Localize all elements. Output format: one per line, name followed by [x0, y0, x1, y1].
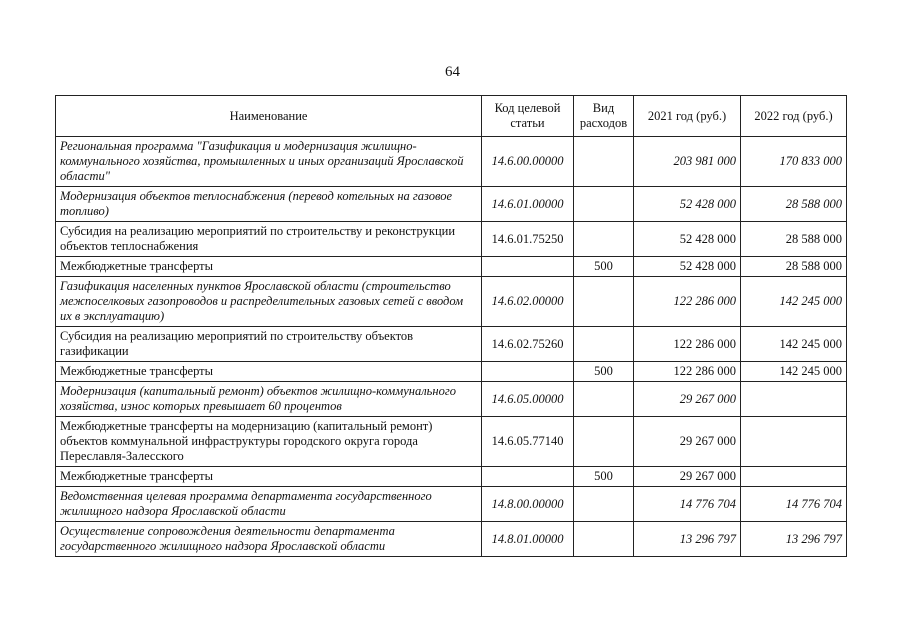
row-code — [482, 467, 574, 487]
row-kind: 500 — [574, 257, 634, 277]
row-kind — [574, 137, 634, 187]
row-amount-2022: 142 245 000 — [741, 362, 847, 382]
row-name: Газификация населенных пунктов Ярославской области (строительство межпоселковых газопроводов и распределительных газовых сетей с вводом их в эксплуатацию) — [56, 277, 482, 327]
row-amount-2022: 28 588 000 — [741, 257, 847, 277]
row-kind — [574, 327, 634, 362]
table-row — [56, 487, 847, 522]
row-amount-2021: 52 428 000 — [634, 257, 741, 277]
header-name: Наименование — [56, 96, 482, 137]
row-code: 14.6.01.00000 — [482, 187, 574, 222]
row-code: 14.6.00.00000 — [482, 137, 574, 187]
row-kind — [574, 277, 634, 327]
row-name: Ведомственная целевая программа департамента государственного жилищного надзора Ярославской области — [56, 487, 482, 522]
row-amount-2022: 14 776 704 — [741, 487, 847, 522]
row-code: 14.8.01.00000 — [482, 522, 574, 557]
page-number: 64 — [445, 64, 460, 80]
row-kind: 500 — [574, 467, 634, 487]
row-name: Субсидия на реализацию мероприятий по строительству объектов газификации — [56, 327, 482, 362]
row-amount-2021: 122 286 000 — [634, 327, 741, 362]
header-code: Код целевой статьи — [482, 96, 574, 137]
table-row — [56, 467, 847, 487]
header-2021: 2021 год (руб.) — [634, 96, 741, 137]
row-name: Региональная программа "Газификация и модернизация жилищно-коммунального хозяйства, промышленных и иных организаций Ярославской области" — [56, 137, 482, 187]
row-name: Модернизация (капитальный ремонт) объектов жилищно-коммунального хозяйства, износ которых превышает 60 процентов — [56, 382, 482, 417]
row-amount-2022: 142 245 000 — [741, 277, 847, 327]
row-amount-2022: 170 833 000 — [741, 137, 847, 187]
row-amount-2022 — [741, 417, 847, 467]
header-2022: 2022 год (руб.) — [741, 96, 847, 137]
row-kind — [574, 222, 634, 257]
row-amount-2021: 29 267 000 — [634, 467, 741, 487]
row-code: 14.6.02.75260 — [482, 327, 574, 362]
row-amount-2021: 29 267 000 — [634, 417, 741, 467]
row-name: Осуществление сопровождения деятельности департамента государственного жилищного надзора Ярославской области — [56, 522, 482, 557]
table-row — [56, 257, 847, 277]
row-amount-2022 — [741, 467, 847, 487]
row-kind — [574, 382, 634, 417]
row-kind — [574, 187, 634, 222]
header-kind: Вид расходов — [574, 96, 634, 137]
table-row — [56, 362, 847, 382]
table-body — [56, 137, 847, 557]
row-code: 14.8.00.00000 — [482, 487, 574, 522]
row-kind: 500 — [574, 362, 634, 382]
table-row — [56, 327, 847, 362]
row-amount-2022: 28 588 000 — [741, 222, 847, 257]
row-amount-2021: 52 428 000 — [634, 222, 741, 257]
table-row — [56, 187, 847, 222]
table-row — [56, 137, 847, 187]
table-row — [56, 382, 847, 417]
row-name: Субсидия на реализацию мероприятий по строительству и реконструкции объектов теплоснабжения — [56, 222, 482, 257]
row-code: 14.6.05.77140 — [482, 417, 574, 467]
row-code: 14.6.01.75250 — [482, 222, 574, 257]
row-name: Межбюджетные трансферты — [56, 362, 482, 382]
row-name: Межбюджетные трансферты — [56, 257, 482, 277]
row-code — [482, 257, 574, 277]
row-amount-2021: 122 286 000 — [634, 362, 741, 382]
table-header-row — [56, 96, 847, 137]
row-code: 14.6.02.00000 — [482, 277, 574, 327]
table-row — [56, 522, 847, 557]
row-amount-2021: 52 428 000 — [634, 187, 741, 222]
row-amount-2021: 122 286 000 — [634, 277, 741, 327]
table-row — [56, 222, 847, 257]
row-amount-2021: 13 296 797 — [634, 522, 741, 557]
row-name: Модернизация объектов теплоснабжения (перевод котельных на газовое топливо) — [56, 187, 482, 222]
row-name: Межбюджетные трансферты — [56, 467, 482, 487]
table-row — [56, 277, 847, 327]
row-kind — [574, 522, 634, 557]
row-code: 14.6.05.00000 — [482, 382, 574, 417]
row-amount-2021: 29 267 000 — [634, 382, 741, 417]
row-amount-2021: 14 776 704 — [634, 487, 741, 522]
row-amount-2021: 203 981 000 — [634, 137, 741, 187]
row-kind — [574, 417, 634, 467]
row-amount-2022: 142 245 000 — [741, 327, 847, 362]
row-amount-2022 — [741, 382, 847, 417]
row-code — [482, 362, 574, 382]
budget-table — [55, 95, 847, 557]
row-name: Межбюджетные трансферты на модернизацию (капитальный ремонт) объектов коммунальной инфраструктуры городского округа города Переславля-Залесского — [56, 417, 482, 467]
row-amount-2022: 28 588 000 — [741, 187, 847, 222]
row-kind — [574, 487, 634, 522]
row-amount-2022: 13 296 797 — [741, 522, 847, 557]
table-row — [56, 417, 847, 467]
